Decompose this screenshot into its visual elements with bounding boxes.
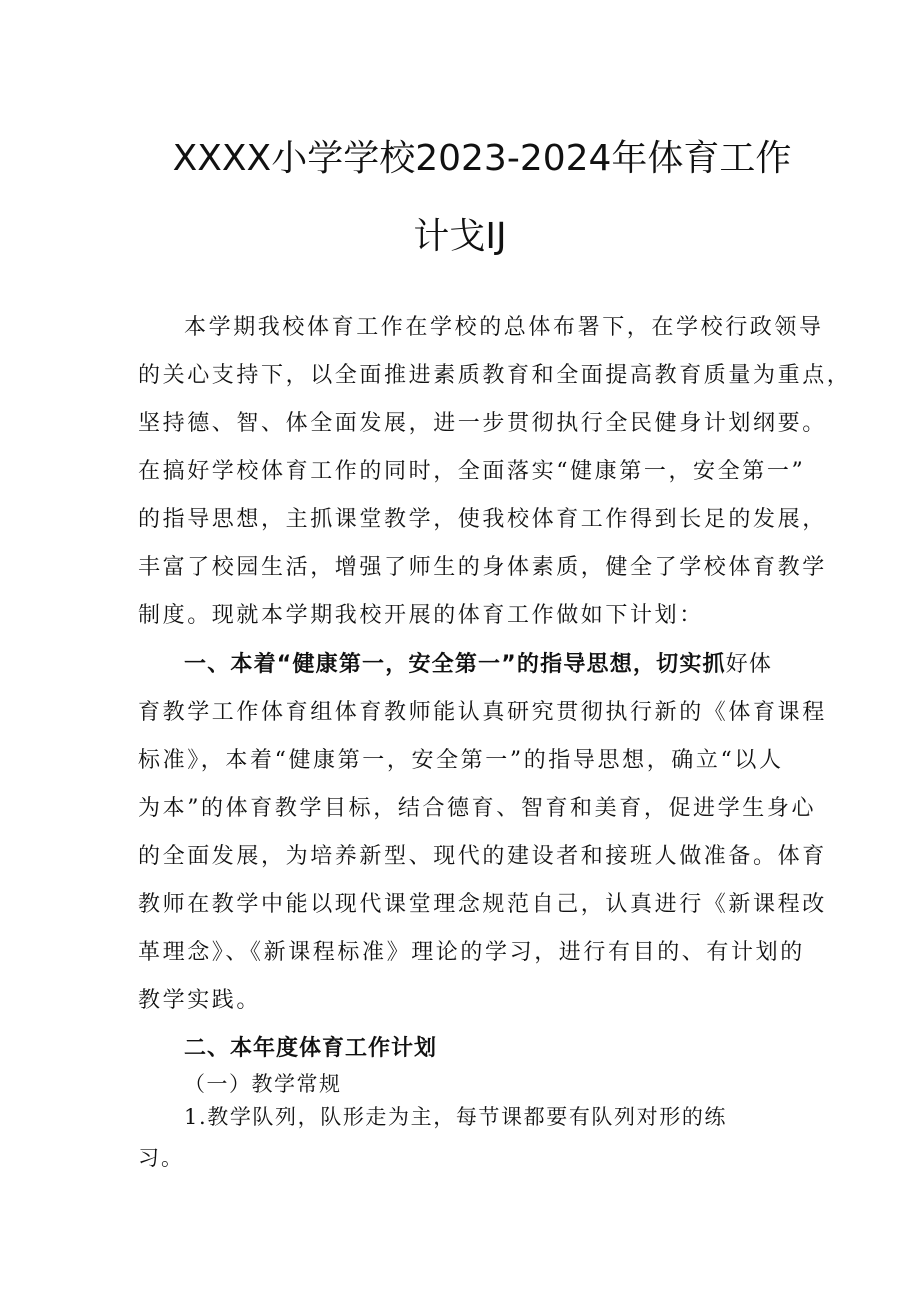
intro-line-1: 本学期我校体育工作在学校的总体布署下，在学校行政领导 [184, 315, 824, 340]
section2-subheading: （一）教学常规 [184, 1072, 342, 1096]
intro-line-6: 丰富了校园生活，增强了师生的身体素质，健全了学校体育教学 [138, 555, 827, 580]
section1-line-1: 育教学工作体育组体育教师能认真研究贯彻执行新的《体育课程 [138, 700, 827, 725]
intro-line-5: 的指导思想，主抓课堂教学，使我校体育工作得到长足的发展， [138, 507, 827, 532]
section2-item1-line1: 1.教学队列，队形走为主，每节课都要有队列对形的练 [184, 1105, 728, 1129]
section1-heading-bold: 一、本着“健康第一，安全第一”的指导思想，切实抓 [184, 652, 726, 677]
section1-line-3: 为本”的体育教学目标，结合德育、智育和美育，促进学生身心 [138, 796, 817, 821]
section1-line-4: 的全面发展，为培养新型、现代的建设者和接班人做准备。体育 [138, 844, 827, 869]
document-title-line2: 计戈IJ [413, 216, 507, 257]
section1-heading-rest: 好体 [725, 652, 773, 677]
section2-item1-line2: 习。 [138, 1146, 184, 1170]
section1-heading [184, 650, 772, 680]
section1-line-6: 革理念》、《新课程标准》理论的学习，进行有目的、有计划的 [138, 940, 805, 965]
intro-line-2: 的关心支持下，以全面推进素质教育和全面提高教育质量为重点， [138, 363, 852, 388]
section1-line-2: 标准》，本着“健康第一，安全第一”的指导思想，确立“以人 [138, 748, 784, 773]
document-title-line1: XXXX小学学校2023-2024年体育工作 [172, 138, 792, 179]
intro-line-4: 在搞好学校体育工作的同时，全面落实“健康第一，安全第一” [138, 459, 806, 484]
intro-line-7: 制度。现就本学期我校开展的体育工作做如下计划： [138, 603, 704, 628]
intro-line-3: 坚持德、智、体全面发展，进一步贯彻执行全民健身计划纲要。 [138, 411, 827, 436]
section1-line-5: 教师在教学中能以现代课堂理念规范自己，认真进行《新课程改 [138, 892, 827, 917]
section2-heading: 二、本年度体育工作计划 [184, 1036, 438, 1061]
section1-line-7: 教学实践。 [138, 988, 262, 1013]
